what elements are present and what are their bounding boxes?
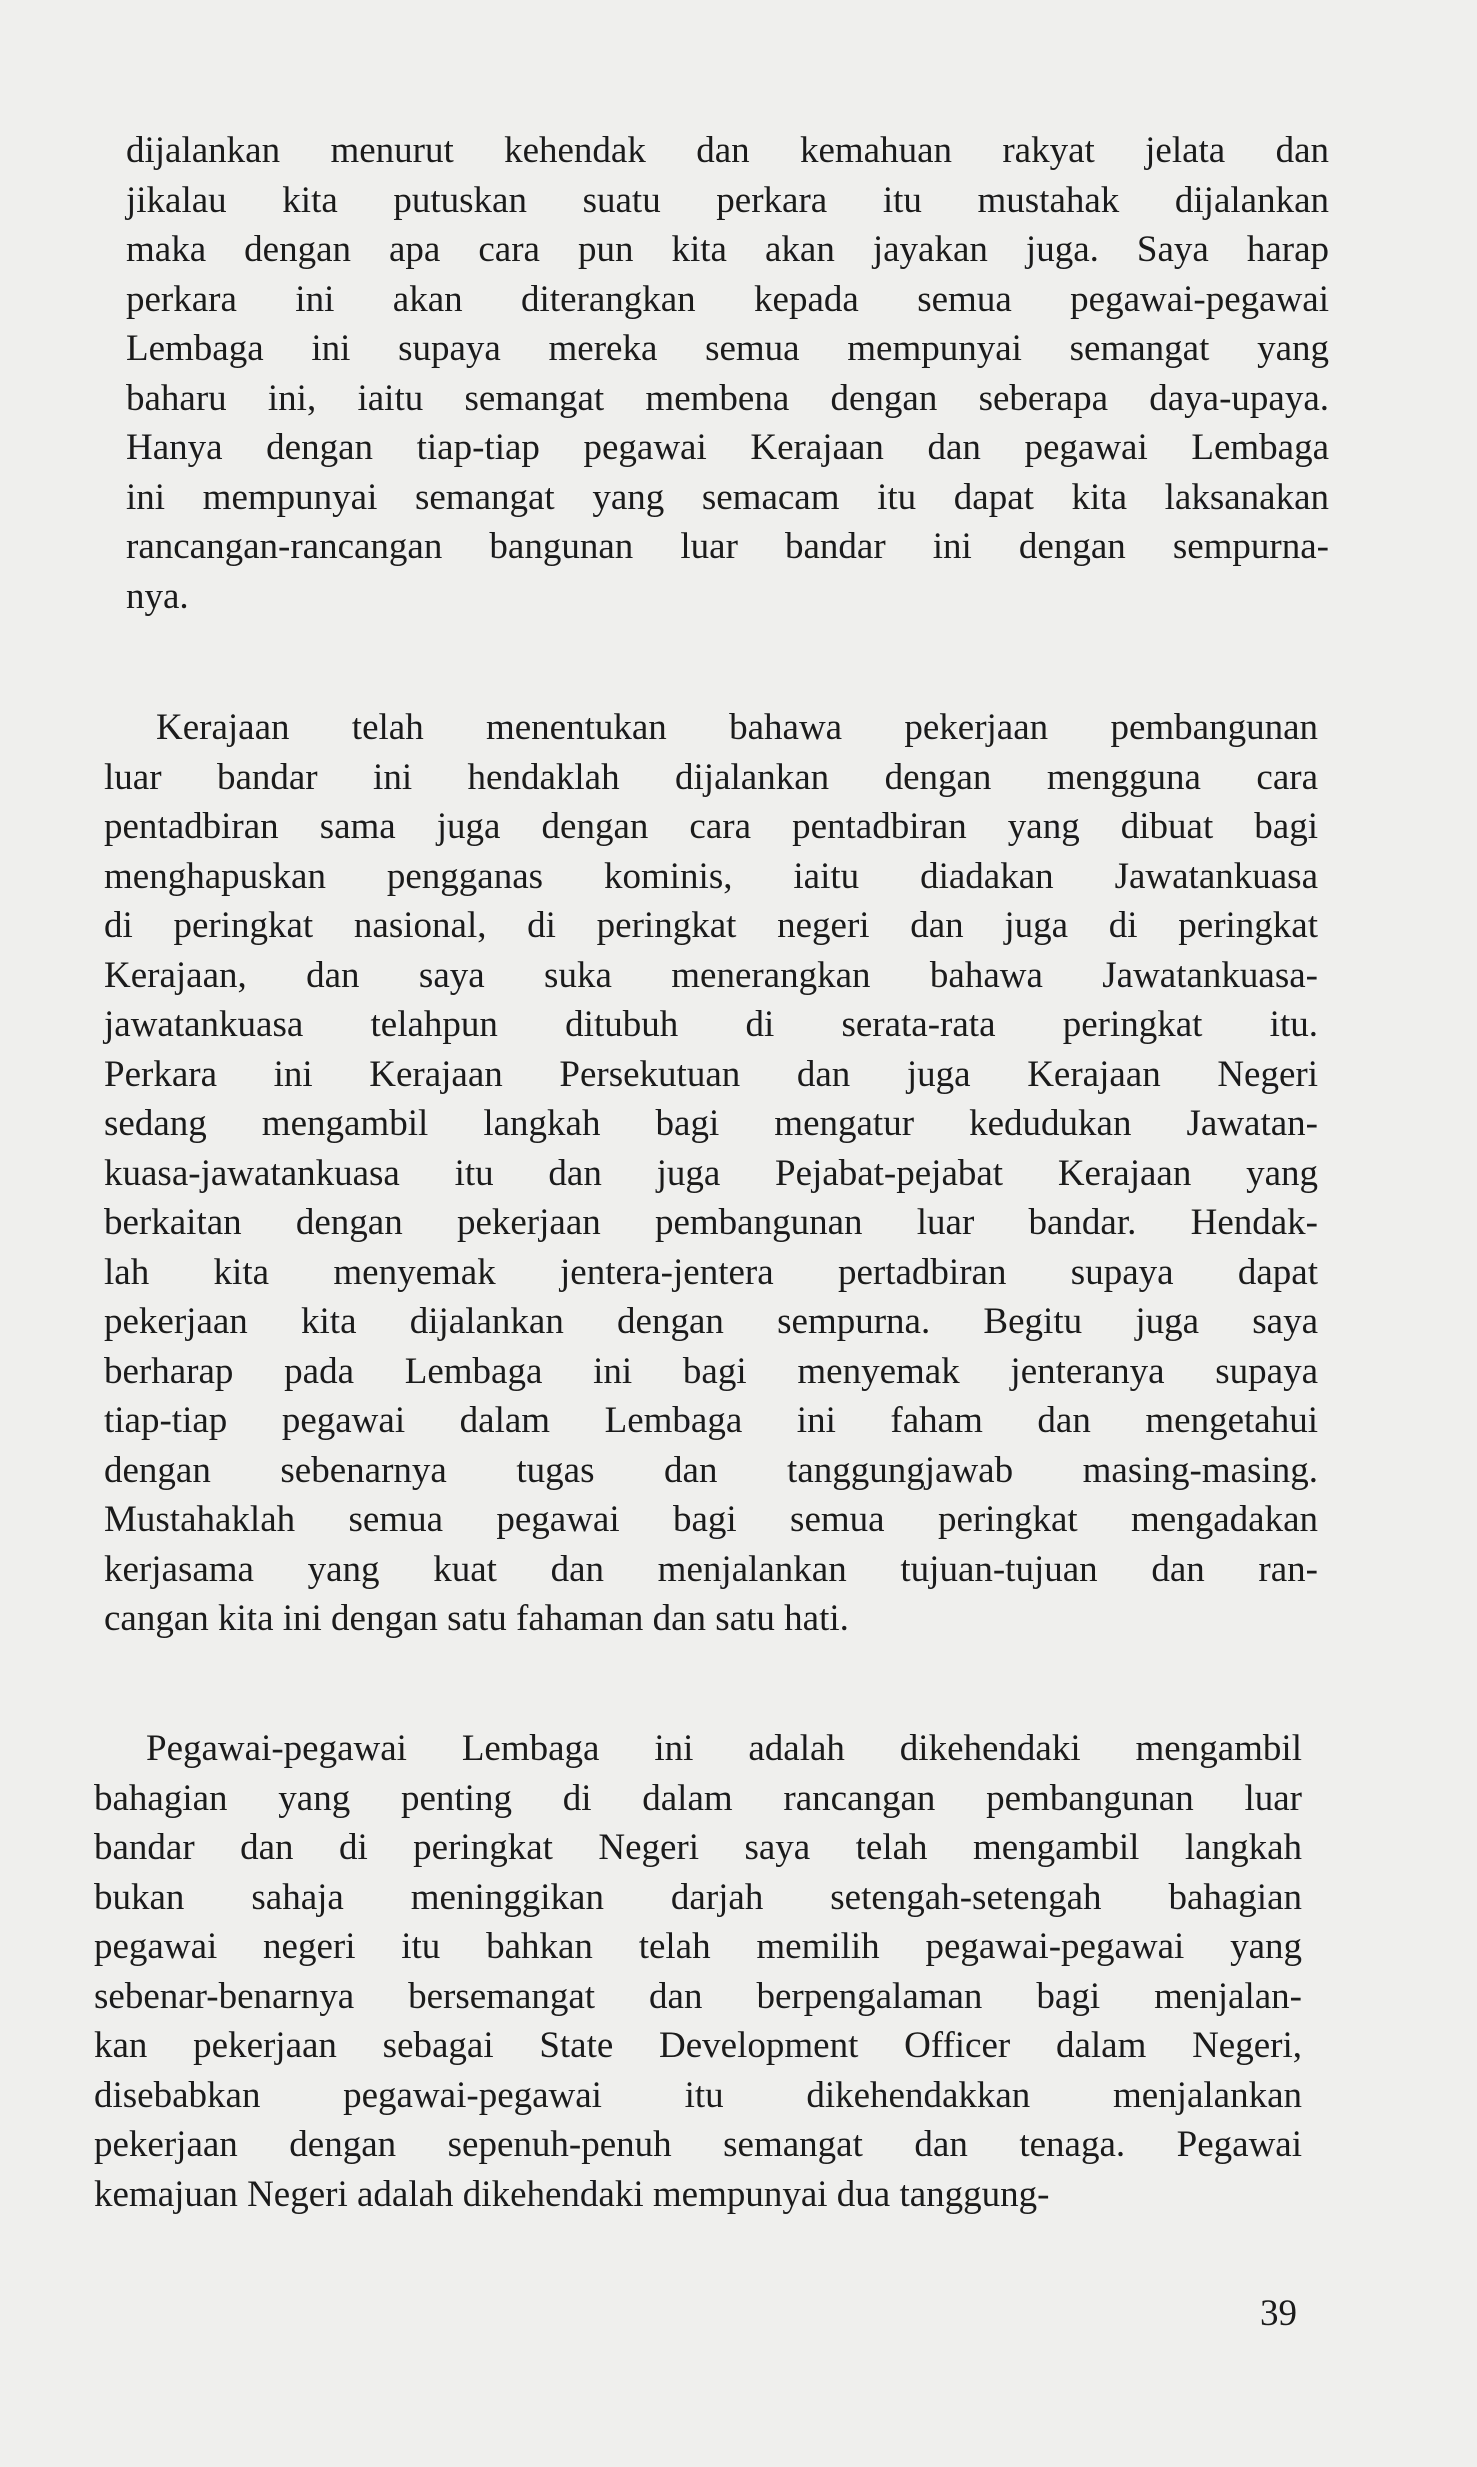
text-line: Pegawai-pegawai Lembaga ini adalah dikehendaki mengambil [146, 1728, 1302, 1769]
text-line: disebabkan pegawai-pegawai itu dikehendakkan menjalankan [94, 2074, 1302, 2116]
text-line: baharu ini, iaitu semangat membena dengan seberapa daya-upaya. [126, 377, 1329, 419]
text-line: tiap-tiap pegawai dalam Lembaga ini faham dan mengetahui [104, 1400, 1318, 1441]
text-line: pekerjaan kita dijalankan dengan sempurna. Begitu juga saya [104, 1301, 1318, 1342]
text-line: lah kita menyemak jentera-jentera pertadbiran supaya dapat [104, 1251, 1318, 1293]
text-line: pentadbiran sama juga dengan cara pentadbiran yang dibuat bagi [104, 806, 1318, 847]
text-line: Lembaga ini supaya mereka semua mempunyai semangat yang [126, 328, 1329, 369]
text-line: jawatankuasa telahpun ditubuh di serata-rata peringkat itu. [104, 1004, 1318, 1045]
page-number: 39 [1260, 2293, 1297, 2334]
text-line: bahagian yang penting di dalam rancangan pembangunan luar [94, 1777, 1302, 1819]
text-line: kerjasama yang kuat dan menjalankan tujuan-tujuan dan ran- [104, 1548, 1318, 1590]
paragraph-2 [104, 703, 1318, 1644]
text-line: jikalau kita putuskan suatu perkara itu mustahak dijalankan [126, 179, 1329, 221]
text-line: pegawai negeri itu bahkan telah memilih pegawai-pegawai yang [94, 1926, 1302, 1967]
text-line: dengan sebenarnya tugas dan tanggungjawab masing-masing. [104, 1449, 1318, 1491]
text-line: rancangan-rancangan bangunan luar bandar ini dengan sempurna- [126, 526, 1329, 567]
text-line: pekerjaan dengan sepenuh-penuh semangat dan tenaga. Pegawai [94, 2124, 1302, 2165]
text-line: dijalankan menurut kehendak dan kemahuan rakyat jelata dan [126, 130, 1329, 171]
text-line: Hanya dengan tiap-tiap pegawai Kerajaan dan pegawai Lembaga [126, 427, 1329, 468]
text-line: di peringkat nasional, di peringkat negeri dan juga di peringkat [104, 905, 1318, 946]
text-line: Perkara ini Kerajaan Persekutuan dan juga Kerajaan Negeri [104, 1053, 1318, 1095]
text-line: kemajuan Negeri adalah dikehendaki mempunyai dua tanggung- [94, 2173, 1050, 2215]
text-line: sebenar-benarnya bersemangat dan berpengalaman bagi menjalan- [94, 1975, 1302, 2017]
text-line: berkaitan dengan pekerjaan pembangunan luar bandar. Hendak- [104, 1202, 1318, 1243]
text-line: bandar dan di peringkat Negeri saya telah mengambil langkah [94, 1827, 1302, 1868]
text-line: maka dengan apa cara pun kita akan jayakan juga. Saya harap [126, 229, 1329, 270]
text-line: Mustahaklah semua pegawai bagi semua peringkat mengadakan [104, 1499, 1318, 1540]
text-line: Kerajaan telah menentukan bahawa pekerjaan pembangunan [156, 707, 1318, 748]
text-line: bukan sahaja meninggikan darjah setengah-setengah bahagian [94, 1876, 1302, 1918]
text-line: Kerajaan, dan saya suka menerangkan bahawa Jawatankuasa- [104, 954, 1318, 996]
text-line: kan pekerjaan sebagai State Development Officer dalam Negeri, [94, 2025, 1302, 2066]
paragraph-1 [126, 126, 1329, 621]
text-line: kuasa-jawatankuasa itu dan juga Pejabat-pejabat Kerajaan yang [104, 1152, 1318, 1194]
text-line: nya. [126, 575, 189, 617]
text-line: berharap pada Lembaga ini bagi menyemak jenteranya supaya [104, 1350, 1318, 1392]
text-line: cangan kita ini dengan satu fahaman dan satu hati. [104, 1598, 849, 1639]
text-line: sedang mengambil langkah bagi mengatur kedudukan Jawatan- [104, 1103, 1318, 1144]
text-line: luar bandar ini hendaklah dijalankan dengan mengguna cara [104, 756, 1318, 798]
paragraph-3 [94, 1724, 1302, 2219]
text-line: menghapuskan pengganas kominis, iaitu diadakan Jawatankuasa [104, 855, 1318, 897]
text-line: ini mempunyai semangat yang semacam itu dapat kita laksanakan [126, 476, 1329, 518]
text-line: perkara ini akan diterangkan kepada semua pegawai-pegawai [126, 278, 1329, 320]
